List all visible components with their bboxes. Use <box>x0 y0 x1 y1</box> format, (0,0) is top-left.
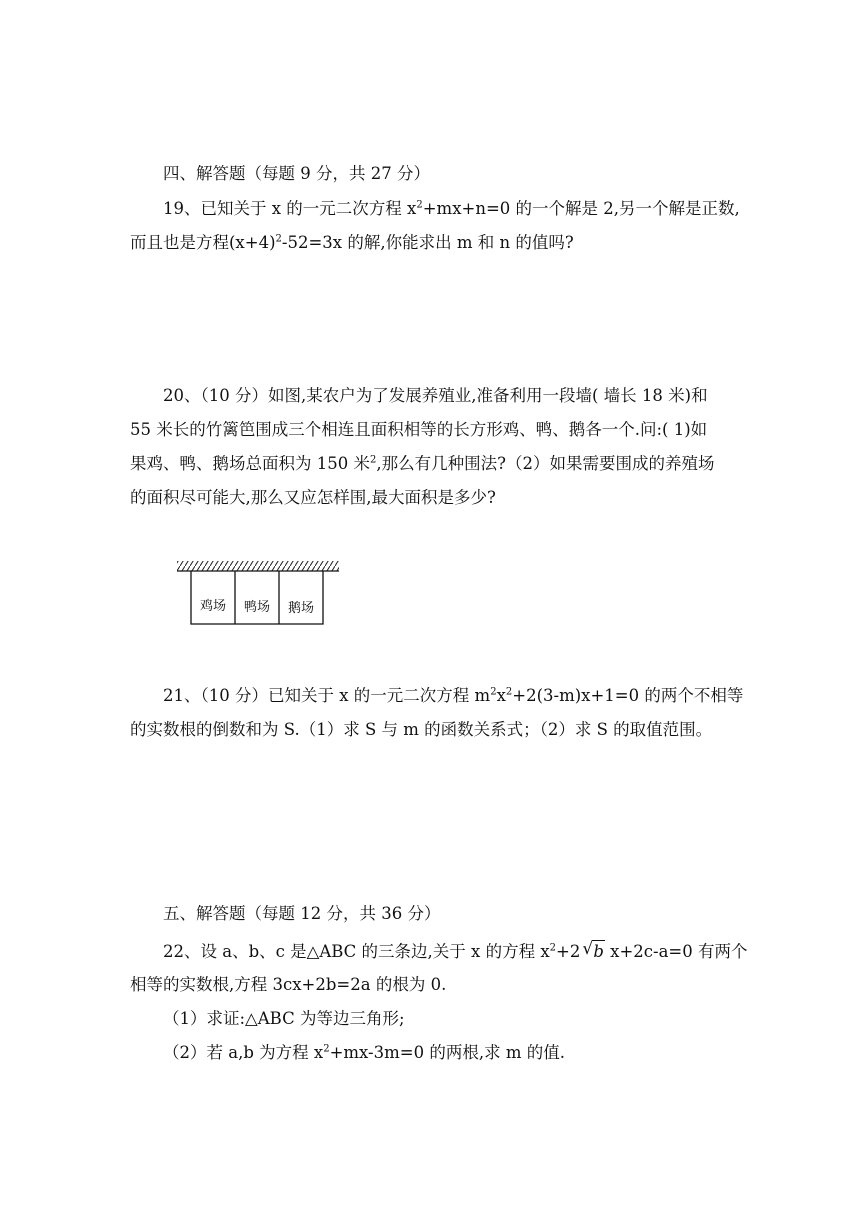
pen-label-goose: 鹅场 <box>288 601 315 616</box>
question-20-line-2: 55 米长的竹篱笆围成三个相连且面积相等的长方形鸡、鸭、鹅各一个.问:( 1)如 <box>130 420 708 439</box>
text: ,那么有几种围法?（2）如果需要围成的养殖场 <box>376 454 715 473</box>
superscript: 2 <box>416 199 423 211</box>
pen-fence <box>191 571 323 624</box>
text: +2 <box>556 942 581 961</box>
text: 果鸡、鸭、鹅场总面积为 150 米 <box>130 454 370 473</box>
text: 21、（10 分）已知关于 x 的一元二次方程 m <box>163 686 491 705</box>
question-22-line-1 <box>163 940 773 963</box>
text: （2）若 a,b 为方程 x <box>163 1043 324 1062</box>
question-22-part-1: （1）求证:△ABC 为等边三角形; <box>163 1009 405 1028</box>
question-22-part-2 <box>163 1042 773 1064</box>
question-21-line-2: 的实数根的倒数和为 S.（1）求 S 与 m 的函数关系式；（2）求 S 的取值范围。 <box>130 720 713 739</box>
text: -52=3x 的解,你能求出 m 和 n 的值吗? <box>281 233 574 252</box>
text: +2(3-m)x+1=0 的两个不相等 <box>512 686 744 705</box>
section-4-header: 四、解答题（每题 9 分，共 27 分） <box>163 164 430 183</box>
superscript: 2 <box>490 686 497 698</box>
section-5-header: 五、解答题（每题 12 分，共 36 分） <box>163 904 441 923</box>
pen-label-duck: 鸭场 <box>244 600 271 615</box>
question-22-line-2: 相等的实数根,方程 3cx+2b=2a 的根为 0. <box>130 975 447 994</box>
superscript: 2 <box>323 1043 330 1055</box>
question-21-line-1 <box>163 685 773 707</box>
wall-hatching <box>177 561 339 571</box>
text: x+2c-a=0 有两个 <box>604 942 748 961</box>
question-19-line-1 <box>163 198 773 220</box>
radicand: b <box>593 942 604 961</box>
square-root-sign <box>582 940 605 963</box>
text: 19、已知关于 x 的一元二次方程 x <box>163 199 417 218</box>
superscript: 2 <box>505 686 513 698</box>
text: +mx-3m=0 的两根,求 m 的值. <box>329 1043 565 1062</box>
text: 而且也是方程(x+4) <box>130 233 276 252</box>
question-20-line-4: 的面积尽可能大,那么又应怎样围,最大面积是多少? <box>130 488 496 507</box>
pen-label-chicken: 鸡场 <box>200 599 227 614</box>
question-19-line-2 <box>130 232 740 254</box>
text: x <box>496 686 506 705</box>
pen-diagram <box>175 558 345 628</box>
superscript: 2 <box>275 233 282 245</box>
superscript: 2 <box>369 454 377 466</box>
text: +mx+n=0 的一个解是 2,另一个解是正数, <box>422 199 740 218</box>
question-20-line-1: 20、（10 分）如图,某农户为了发展养殖业,准备利用一段墙( 墙长 18 米)和 <box>163 386 708 405</box>
superscript: 2 <box>549 942 556 954</box>
text: 22、设 a、b、c 是△ABC 的三条边,关于 x 的方程 x <box>163 942 550 961</box>
question-20-line-3 <box>130 453 740 475</box>
